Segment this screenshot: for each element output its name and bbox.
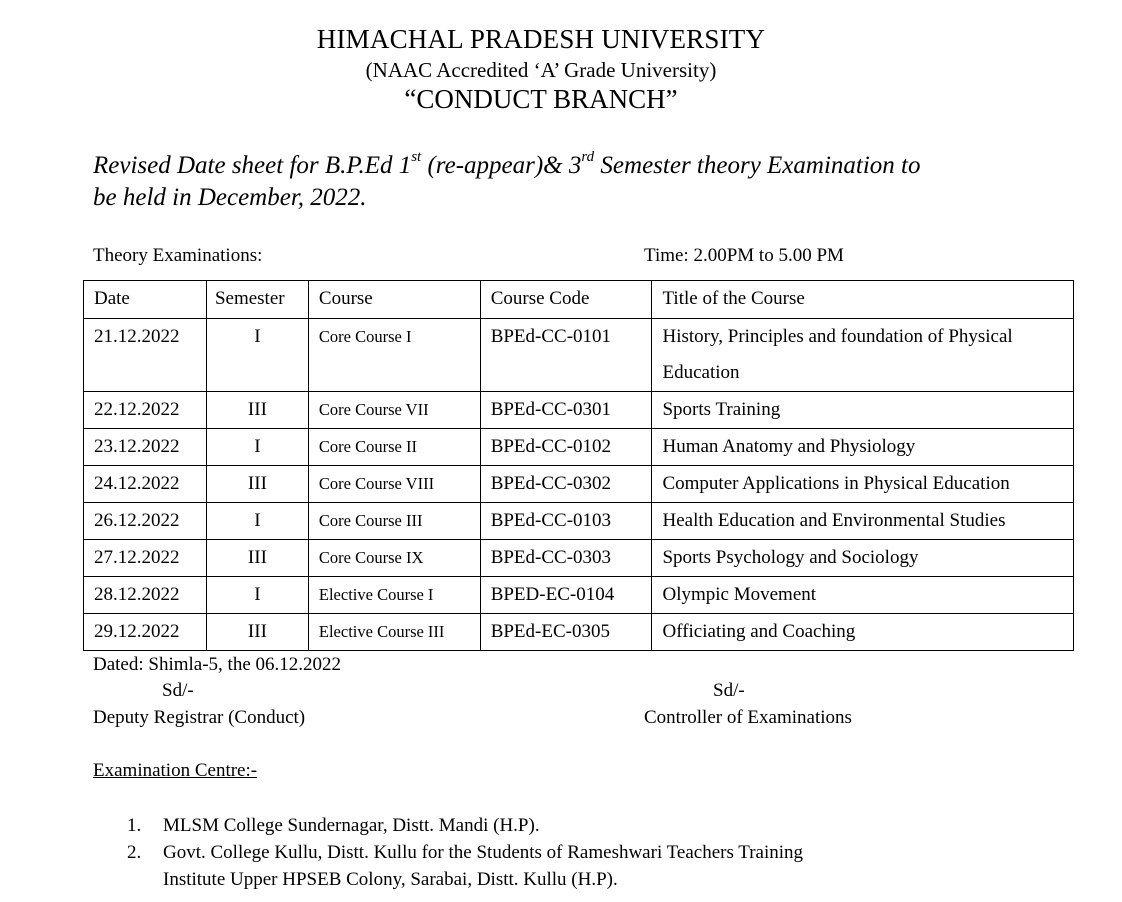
cell-course: Core Course II [308,429,480,466]
header-course: Course [308,281,480,319]
cell-semester: I [206,319,308,392]
cell-title: Sports Training [652,392,1074,429]
cell-semester: III [206,540,308,577]
cell-code: BPEd-CC-0103 [480,503,652,540]
cell-title: Health Education and Environmental Studies [652,503,1074,540]
accreditation-line: (NAAC Accredited ‘A’ Grade University) [365,58,717,82]
list-item [127,839,803,893]
cell-date: 21.12.2022 [84,319,207,392]
cell-date: 26.12.2022 [84,503,207,540]
cell-date: 29.12.2022 [84,614,207,651]
title-sup-1: st [411,148,422,165]
cell-course: Elective Course I [308,577,480,614]
theory-label: Theory Examinations: [93,245,263,266]
cell-course: Core Course III [308,503,480,540]
table-row [84,614,1074,651]
cell-date: 23.12.2022 [84,429,207,466]
cell-semester: III [206,614,308,651]
table-header-row [84,281,1074,319]
cell-code: BPED-EC-0104 [480,577,652,614]
signatory-deputy-registrar: Deputy Registrar (Conduct) [93,707,306,728]
title-part-2: (re-appear)& 3 [421,152,582,179]
cell-semester: I [206,503,308,540]
cell-semester: III [206,392,308,429]
table-row [84,392,1074,429]
header-semester: Semester [206,281,308,319]
dated-line: Dated: Shimla-5, the 06.12.2022 [93,654,342,675]
cell-date: 27.12.2022 [84,540,207,577]
cell-course: Core Course VII [308,392,480,429]
cell-date: 22.12.2022 [84,392,207,429]
signature-left: Sd/- [162,680,194,701]
table-row [84,540,1074,577]
list-number: 1. [127,815,142,836]
cell-semester: I [206,429,308,466]
cell-title: Human Anatomy and Physiology [652,429,1074,466]
cell-title: Sports Psychology and Sociology [652,540,1074,577]
centre-line-1: Govt. College Kullu, Distt. Kullu for the Students of Rameshwari Teachers Training [163,842,804,863]
signature-right: Sd/- [713,680,745,701]
signatory-controller: Controller of Examinations [644,707,852,728]
centre-line-2: Institute Upper HPSEB Colony, Sarabai, Distt. Kullu (H.P). [163,869,618,890]
cell-title: History, Principles and foundation of Physical Education [652,319,1074,392]
centre-line-1: MLSM College Sundernagar, Distt. Mandi (H.P). [163,815,540,836]
title-sup-2: rd [581,148,595,165]
exam-centre-heading: Examination Centre:- [93,760,258,781]
cell-course: Core Course VIII [308,466,480,503]
cell-code: BPEd-CC-0301 [480,392,652,429]
cell-course: Core Course I [308,319,480,392]
exam-time: Time: 2.00PM to 5.00 PM [644,245,844,266]
list-number: 2. [127,842,142,863]
cell-course: Core Course IX [308,540,480,577]
cell-course: Elective Course III [308,614,480,651]
branch-name: “CONDUCT BRANCH” [404,84,678,114]
cell-semester: III [206,466,308,503]
cell-title: Computer Applications in Physical Education [652,466,1074,503]
header-title: Title of the Course [652,281,1074,319]
cell-code: BPEd-EC-0305 [480,614,652,651]
exam-centre-list [127,812,803,893]
header-course-code: Course Code [480,281,652,319]
cell-code: BPEd-CC-0302 [480,466,652,503]
datesheet-table [83,280,1074,651]
table-row [84,319,1074,392]
cell-date: 28.12.2022 [84,577,207,614]
cell-code: BPEd-CC-0101 [480,319,652,392]
cell-code: BPEd-CC-0303 [480,540,652,577]
title-part-1: Revised Date sheet for B.P.Ed 1 [93,152,412,179]
cell-date: 24.12.2022 [84,466,207,503]
title-part-3: Semester theory Examination to [594,152,921,179]
cell-title: Olympic Movement [652,577,1074,614]
cell-semester: I [206,577,308,614]
table-row [84,503,1074,540]
cell-title: Officiating and Coaching [652,614,1074,651]
list-item [127,812,803,839]
datesheet-title-line-2: be held in December, 2022. [93,184,367,211]
table-row [84,429,1074,466]
datesheet-title-line-1 [93,148,921,180]
table-row [84,577,1074,614]
table-row [84,466,1074,503]
cell-code: BPEd-CC-0102 [480,429,652,466]
header-date: Date [84,281,207,319]
university-name: HIMACHAL PRADESH UNIVERSITY [316,24,766,54]
